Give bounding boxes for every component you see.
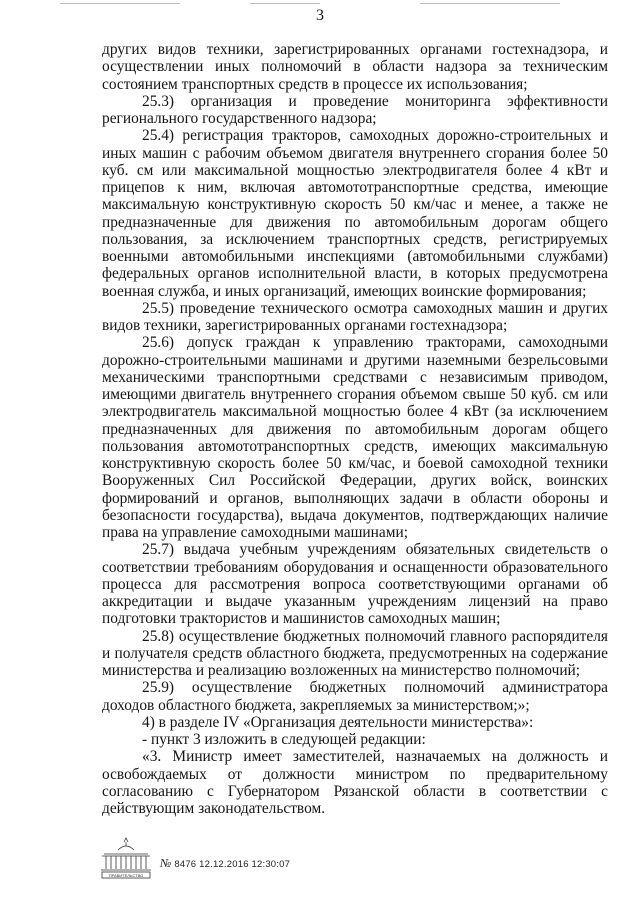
paragraph: 25.5) проведение технического осмотра самоходных машин и других видов техники, зарегистрированных органами гостехнадзора; bbox=[102, 299, 608, 334]
document-body bbox=[102, 41, 608, 817]
paragraph: 25.8) осуществление бюджетных полномочий главного распорядителя и получателя средств областного бюджета, предусмотренных на содержание министерства и реализацию возложенных на министерство полномочий; bbox=[102, 627, 608, 679]
paragraph: «3. Министр имеет заместителей, назначаемых на должность и освобождаемых от должности министром по предварительному согласованию с Губернатором Рязанской области в соответствии с действующим законодательством. bbox=[102, 748, 608, 817]
registration-stamp bbox=[160, 856, 290, 871]
paragraph: 25.7) выдача учебным учреждениям обязательных свидетельств о соответствии требованиям оборудования и оснащенности образовательного процесса для рассмотрения вопроса соответствующими органами об аккредитации и выдаче указанным учреждениям лицензий на право подготовки трактористов и машинистов самоходных машин; bbox=[102, 541, 608, 628]
paragraph: 25.3) организация и проведение мониторинга эффективности регионального государственного надзора; bbox=[102, 92, 608, 127]
paragraph: 4) в разделе IV «Организация деятельности министерства»: bbox=[142, 713, 534, 731]
scan-artifact-line bbox=[250, 3, 320, 4]
scan-artifact-line bbox=[420, 3, 560, 4]
stamp-number-sign: № bbox=[160, 856, 172, 870]
paragraph: 25.6) допуск граждан к управлению тракторами, самоходными дорожно-строительными машинами и другими наземными безрельсовыми механическими транспортными средствами с независимым приводом, имеющими двигатель внутреннего сгорания объемом свыше 50 куб. см или электродвигатель максимальной мощностью более 4 кВт (за исключением предназначенных для движения по автомобильным дорогам общего пользования автомототранспортных средств, имеющих максимальную конструктивную скорость более 50 км/час, и боевой самоходной техники Вооруженных Сил Российской Федерации, других войск, воинских формирований и органов, выполняющих задачи в области обороны и безопасности государства), выдача документов, подтверждающих наличие права на управление самоходными машинами; bbox=[102, 334, 608, 541]
paragraph: других видов техники, зарегистрированных органами гостехнадзора, и осуществлении иных полномочий в области надзора за техническим состоянием транспортных средств в процессе их использования; bbox=[102, 41, 608, 93]
stamp-number-date: 8476 12.12.2016 12:30:07 bbox=[174, 859, 291, 870]
paragraph: 25.4) регистрация тракторов, самоходных дорожно-строительных и иных машин с рабочим объемом двигателя внутреннего сгорания более 50 куб. см или максимальной мощностью электродвигателя более 4 кВт и прицепов к ним, включая автомототранспортные средства, имеющие максимальную конструктивную скорость 50 км/час и менее, а также не предназначенные для движения по автомобильным дорогам общего пользования, за исключением транспортных средств, регистрируемых военными автомобильными инспекциями (автомобильными службами) федеральных органов исполнительной власти, в которых предусмотрена военная служба, и иных организаций, имеющих воинские формирования; bbox=[102, 127, 608, 300]
paragraph: 25.9) осуществление бюджетных полномочий администратора доходов областного бюджета, закрепляемых за министерством;»; bbox=[102, 679, 608, 714]
building-logo-icon bbox=[98, 836, 154, 880]
paragraph: - пункт 3 изложить в следующей редакции: bbox=[142, 731, 426, 748]
page-number: 3 bbox=[316, 7, 324, 24]
logo-caption: ПРАВИТЕЛЬСТВО bbox=[108, 873, 144, 878]
document-footer bbox=[98, 836, 358, 896]
scan-artifact-line bbox=[60, 3, 180, 4]
